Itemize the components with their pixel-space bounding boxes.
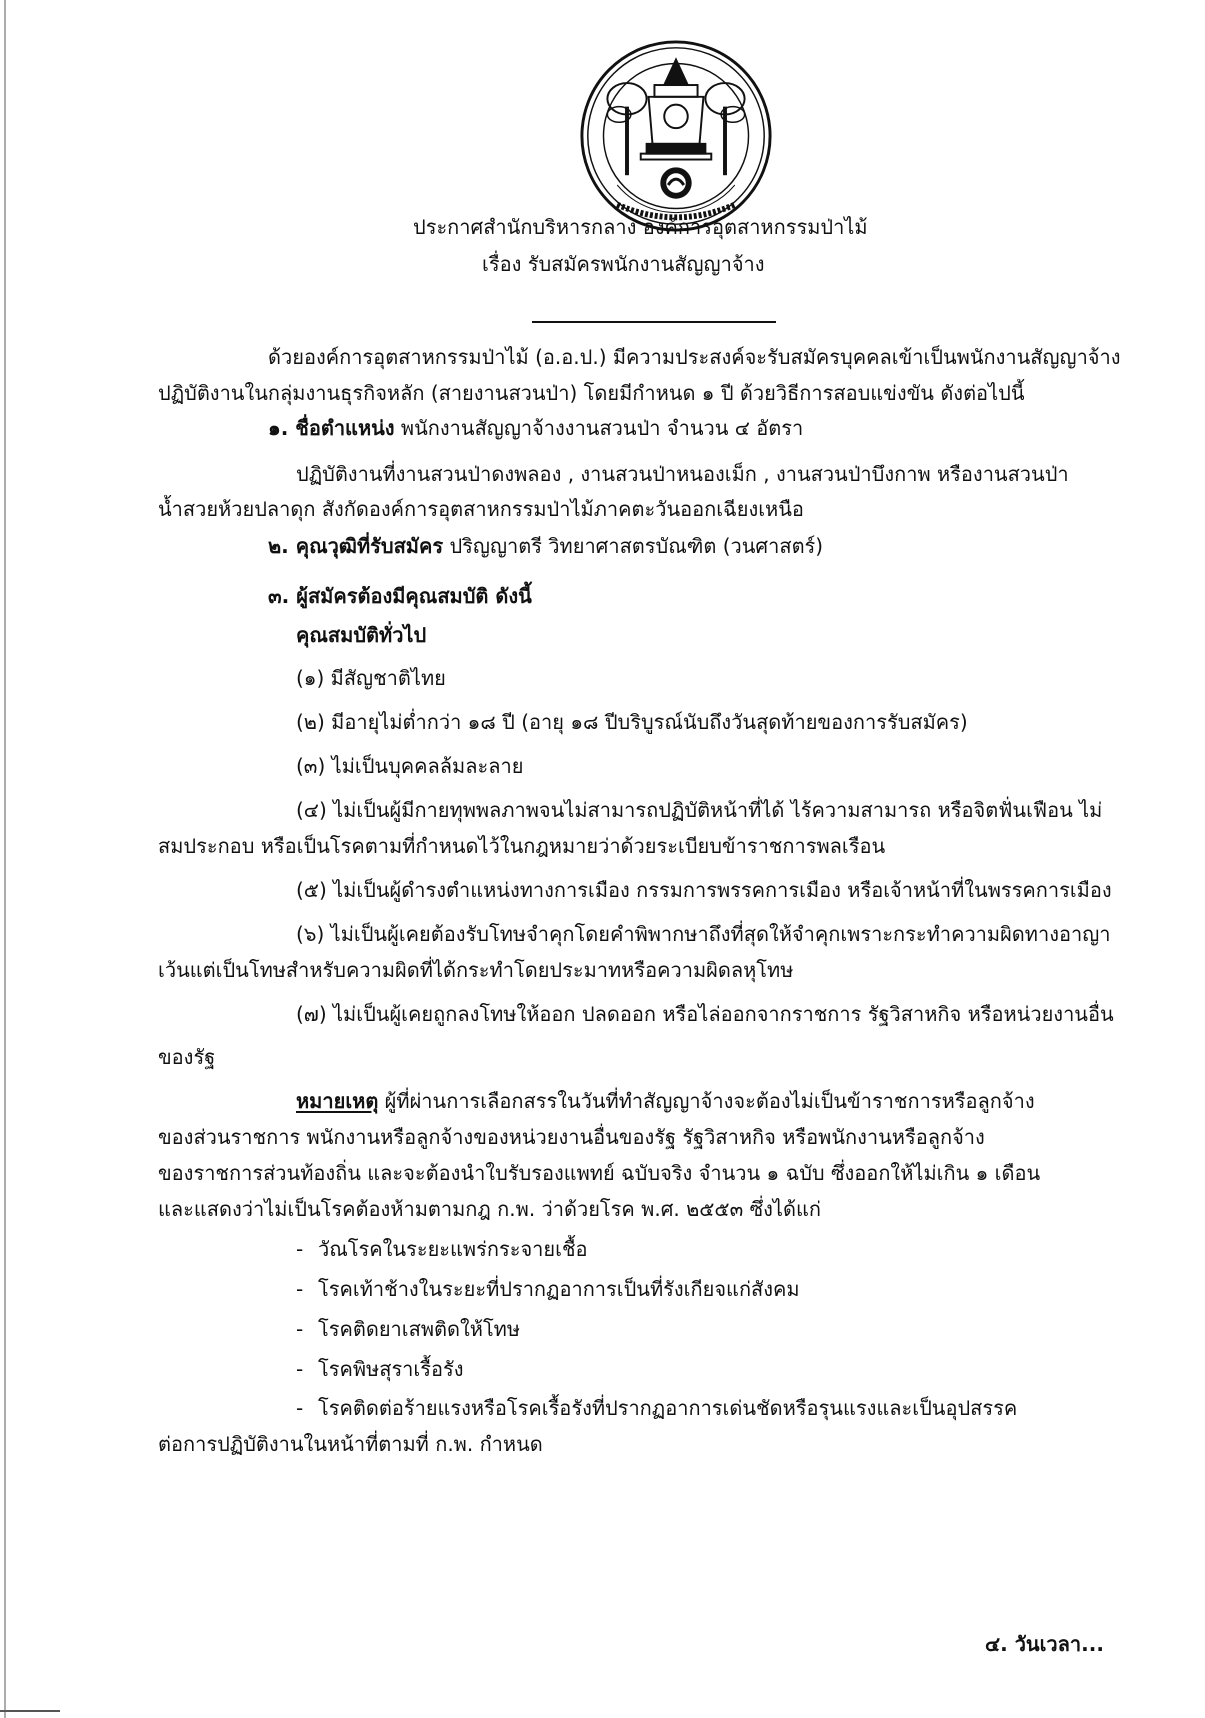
disease-bullet-3-text: โรคติดยาเสพติดให้โทษ <box>318 1317 521 1341</box>
general-qualification-heading: คุณสมบัติทั่วไป <box>296 623 427 647</box>
qualification-item-7b: ของรัฐ <box>158 1045 216 1069</box>
bullet-dash: - <box>296 1396 304 1420</box>
page-continuation-marker: ๔. วันเวลา... <box>985 1632 1104 1656</box>
qualification-item-5: (๕) ไม่เป็นผู้ดำรงตำแหน่งทางการเมือง กรรมการพรรคการเมือง หรือเจ้าหน้าที่ในพรรคการเมือง <box>296 878 1112 902</box>
disease-bullet-1 <box>296 1235 588 1263</box>
scan-bottom-mark <box>0 1710 60 1712</box>
disease-bullet-5-text: โรคติดต่อร้ายแรงหรือโรคเรื้อรังที่ปรากฏอาการเด่นชัดหรือรุนแรงและเป็นอุปสรรค <box>318 1396 1018 1420</box>
qualification-item-6a: (๖) ไม่เป็นผู้เคยต้องรับโทษจำคุกโดยคำพิพากษาถึงที่สุดให้จำคุกเพราะกระทำความผิดทางอาญา <box>296 922 1111 946</box>
section3-heading: ๓. ผู้สมัครต้องมีคุณสมบัติ ดังนี้ <box>268 584 532 608</box>
qualification-item-2: (๒) มีอายุไม่ต่ำกว่า ๑๘ ปี (อายุ ๑๘ ปีบริบูรณ์นับถึงวันสุดท้ายของการรับสมัคร) <box>296 710 968 734</box>
fio-seal-emblem <box>578 38 774 234</box>
disease-bullet-5-continued: ต่อการปฏิบัติงานในหน้าที่ตามที่ ก.พ. กำหนด <box>158 1432 543 1456</box>
disease-bullet-2 <box>296 1275 800 1303</box>
note-line1-text: ผู้ที่ผ่านการเลือกสรรในวันที่ทำสัญญาจ้างจะต้องไม่เป็นข้าราชการหรือลูกจ้าง <box>378 1089 1035 1113</box>
note-line4: และแสดงว่าไม่เป็นโรคต้องห้ามตามกฎ ก.พ. ว่าด้วยโรค พ.ศ. ๒๕๕๓ ซึ่งได้แก่ <box>158 1197 821 1221</box>
disease-bullet-4 <box>296 1355 464 1383</box>
qualification-item-7a: (๗) ไม่เป็นผู้เคยถูกลงโทษให้ออก ปลดออก หรือไล่ออกจากราชการ รัฐวิสาหกิจ หรือหน่วยงานอื่น <box>296 1002 1114 1026</box>
section1-label: ๑. ชื่อตำแหน่ง <box>268 416 395 440</box>
note-line1 <box>296 1087 1035 1115</box>
title-divider <box>532 321 776 323</box>
section2-text: ปริญญาตรี วิทยาศาสตรบัณฑิต (วนศาสตร์) <box>443 534 824 558</box>
scan-edge-line <box>4 0 6 1718</box>
announcement-title-line1: ประกาศสำนักบริหารกลาง องค์การอุตสาหกรรมป่าไม้ <box>413 215 868 239</box>
disease-bullet-2-text: โรคเท้าช้างในระยะที่ปรากฏอาการเป็นที่รังเกียจแก่สังคม <box>318 1277 800 1301</box>
disease-bullet-1-text: วัณโรคในระยะแพร่กระจายเชื้อ <box>318 1237 588 1261</box>
section1-detail2: น้ำสวยห้วยปลาดุก สังกัดองค์การอุตสาหกรรมป่าไม้ภาคตะวันออกเฉียงเหนือ <box>158 497 804 521</box>
disease-bullet-5 <box>296 1394 1017 1422</box>
qualification-item-4b: สมประกอบ หรือเป็นโรคตามที่กำหนดไว้ในกฎหมายว่าด้วยระเบียบข้าราชการพลเรือน <box>158 834 886 858</box>
qualification-item-4a: (๔) ไม่เป็นผู้มีกายทุพพลภาพจนไม่สามารถปฏิบัติหน้าที่ได้ ไร้ความสามารถ หรือจิตฟั่นเฟือน ไม่ <box>296 798 1103 822</box>
section1-text: พนักงานสัญญาจ้างงานสวนป่า จำนวน ๔ อัตรา <box>394 416 804 440</box>
qualification-item-1: (๑) มีสัญชาติไทย <box>296 666 446 690</box>
intro-line1: ด้วยองค์การอุตสาหกรรมป่าไม้ (อ.อ.ป.) มีความประสงค์จะรับสมัครบุคคลเข้าเป็นพนักงานสัญญาจ้าง <box>268 345 1121 369</box>
section1-position <box>268 414 803 442</box>
section2-qualification <box>268 532 823 560</box>
announcement-title-line2: เรื่อง รับสมัครพนักงานสัญญาจ้าง <box>482 252 765 276</box>
qualification-item-6b: เว้นแต่เป็นโทษสำหรับความผิดที่ได้กระทำโดยประมาทหรือความผิดลหุโทษ <box>158 958 794 982</box>
qualification-item-3: (๓) ไม่เป็นบุคคลล้มละลาย <box>296 754 524 778</box>
bullet-dash: - <box>296 1277 304 1301</box>
note-line2: ของส่วนราชการ พนักงานหรือลูกจ้างของหน่วยงานอื่นของรัฐ รัฐวิสาหกิจ หรือพนักงานหรือลูกจ้าง <box>158 1125 985 1149</box>
bullet-dash: - <box>296 1357 304 1381</box>
bullet-dash: - <box>296 1237 304 1261</box>
note-line3: ของราชการส่วนท้องถิ่น และจะต้องนำใบรับรองแพทย์ ฉบับจริง จำนวน ๑ ฉบับ ซึ่งออกให้ไม่เกิน ๑ เดือน <box>158 1161 1041 1185</box>
note-label: หมายเหตุ <box>296 1089 379 1113</box>
disease-bullet-3 <box>296 1315 520 1343</box>
section1-detail1: ปฏิบัติงานที่งานสวนป่าดงพลอง , งานสวนป่าหนองเม็ก , งานสวนป่าบึงกาพ หรืองานสวนป่า <box>296 462 1069 486</box>
section2-label: ๒. คุณวุฒิที่รับสมัคร <box>268 534 444 558</box>
disease-bullet-4-text: โรคพิษสุราเรื้อรัง <box>318 1357 464 1381</box>
bullet-dash: - <box>296 1317 304 1341</box>
intro-line2: ปฏิบัติงานในกลุ่มงานธุรกิจหลัก (สายงานสวนป่า) โดยมีกำหนด ๑ ปี ด้วยวิธีการสอบแข่งขัน ดังต่อไปนี้ <box>158 381 1025 405</box>
